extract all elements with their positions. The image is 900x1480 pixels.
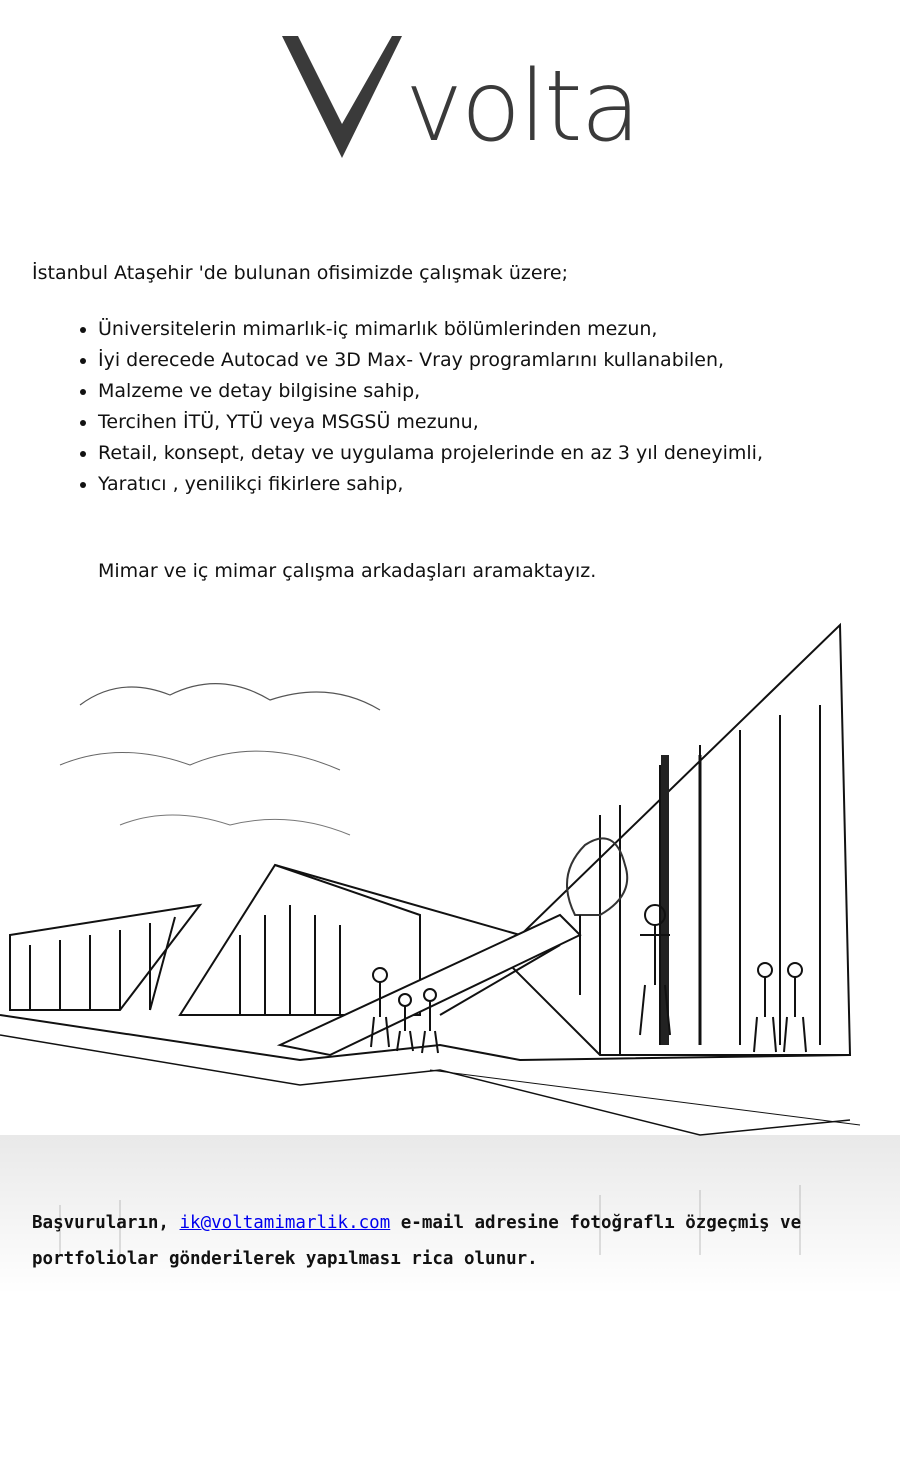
email-link[interactable]: ik@voltamimarlik.com	[179, 1213, 391, 1233]
closing-text: Mimar ve iç mimar çalışma arkadaşları aramaktayız.	[98, 560, 597, 582]
list-item: • Yaratıcı , yenilikçi fikirlere sahip,	[98, 469, 898, 500]
architecture-sketch-illustration	[0, 615, 900, 1295]
list-item: • Tercihen İTÜ, YTÜ veya MSGSÜ mezunu,	[98, 407, 898, 438]
list-item: • Üniversitelerin mimarlık-iç mimarlık bölümlerinden mezun,	[98, 314, 898, 345]
list-item: • Malzeme ve detay bilgisine sahip,	[98, 376, 898, 407]
logo-wordmark: volta	[405, 50, 639, 164]
v-chevron-icon	[282, 36, 402, 158]
application-suffix: e-mail adresine fotoğraflı özgeçmiş ve portfoliolar gönderilerek yapılması rica olunur.	[32, 1213, 802, 1269]
application-instructions	[32, 1205, 832, 1277]
list-item: • Retail, konsept, detay ve uygulama projelerinde en az 3 yıl deneyimli,	[98, 438, 898, 469]
list-item: • İyi derecede Autocad ve 3D Max- Vray programlarını kullanabilen,	[98, 345, 898, 376]
intro-text: İstanbul Ataşehir 'de bulunan ofisimizde çalışmak üzere;	[32, 262, 569, 284]
requirements-list	[62, 314, 898, 500]
application-prefix: Başvuruların,	[32, 1213, 180, 1233]
